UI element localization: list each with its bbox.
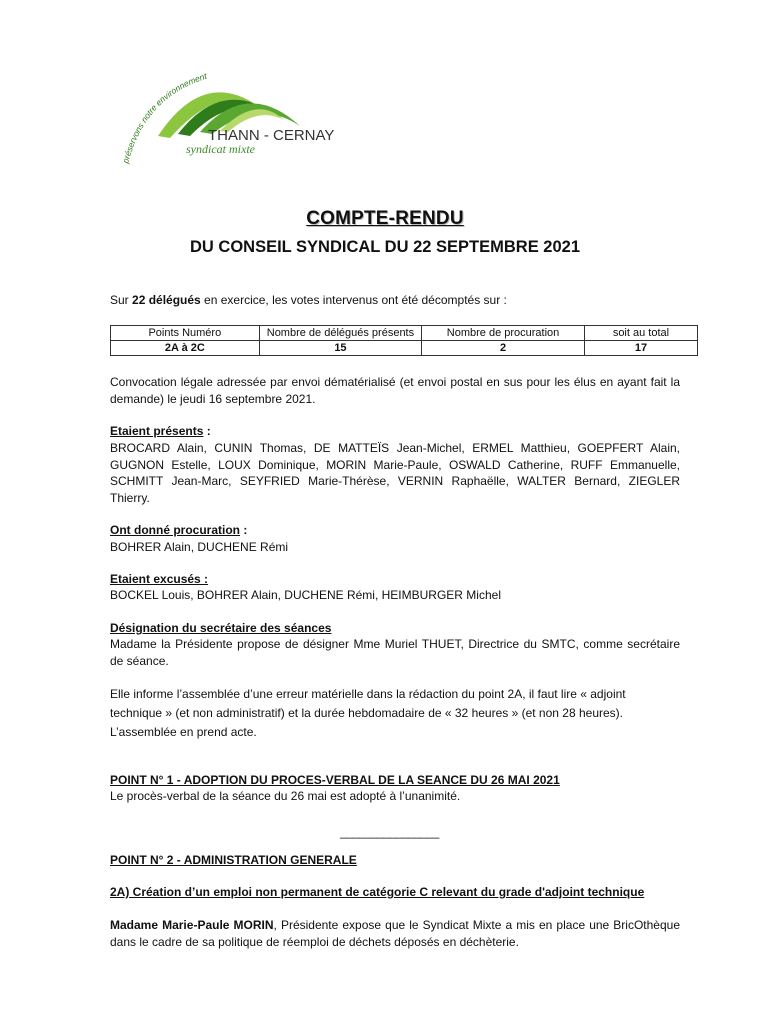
- procuration-colon: :: [240, 523, 248, 537]
- point2-heading: POINT N° 2 - ADMINISTRATION GENERALE: [110, 853, 357, 867]
- point2-lead-rest: , Présidente expose que le Syndicat Mixte a mis en place une BricOthèque dans le cadre de sa politique de réemploi de déchets déposés en déchèterie.: [110, 918, 680, 949]
- procuration-heading-line: [110, 522, 680, 539]
- table-row: [111, 341, 698, 356]
- thann-cernay-logo: [108, 56, 378, 176]
- point1-heading: POINT N° 1 - ADOPTION DU PROCES-VERBAL DE LA SEANCE DU 26 MAI 2021: [110, 773, 560, 787]
- logo-name: THANN - CERNAY: [208, 127, 335, 144]
- convocation-paragraph: Convocation légale adressée par envoi dématérialisé (et envoi postal en sus pour les élus en ayant fait la demande) le jeudi 16 septembre 2021.: [110, 375, 680, 406]
- cell-presents: 15: [259, 341, 422, 356]
- presents-colon: :: [203, 424, 211, 438]
- separator-line: ________________: [340, 825, 439, 839]
- document-subtitle: DU CONSEIL SYNDICAL DU 22 SEPTEMBRE 2021: [190, 238, 580, 256]
- erreur-line-1: Elle informe l’assemblée d’une erreur matérielle dans la rédaction du point 2A, il faut lire « adjoint: [110, 687, 626, 701]
- cell-total: 17: [584, 341, 697, 356]
- votes-table: [110, 325, 698, 356]
- col-header-points: Points Numéro: [111, 326, 260, 341]
- presents-heading-line: [110, 423, 680, 440]
- procuration-names: BOHRER Alain, DUCHENE Rémi: [110, 540, 289, 554]
- point2-lead-bold: Madame Marie-Paule MORIN: [110, 918, 274, 932]
- table-header-row: [111, 326, 698, 341]
- col-header-procuration: Nombre de procuration: [422, 326, 585, 341]
- presents-names: BROCARD Alain, CUNIN Thomas, DE MATTEÏS Jean-Michel, ERMEL Matthieu, GOEPFERT Alain, GUGNON Estelle, LOUX Dominique, MORIN Marie-Paule, OSWALD Catherine, RUFF Emmanuelle, SCHMITT Jean-Marc, SEYFRIED Marie-Thérèse, VERNIN Raphaëlle, WALTER Bernard, ZIEGLER Thierry.: [110, 441, 680, 505]
- intro-prefix: Sur: [110, 293, 133, 307]
- cell-procuration: 2: [422, 341, 585, 356]
- excuses-names: BOCKEL Louis, BOHRER Alain, DUCHENE Rémi, HEIMBURGER Michel: [110, 588, 501, 602]
- secretaire-heading: Désignation du secrétaire des séances: [110, 621, 332, 635]
- delegates-count: 22 délégués: [132, 293, 201, 307]
- cell-points: 2A à 2C: [111, 341, 260, 356]
- presents-heading: Etaient présents: [110, 424, 204, 438]
- secretaire-text: Madame la Présidente propose de désigner Mme Muriel THUET, Directrice du SMTC, comme secrétaire de séance.: [110, 637, 680, 668]
- document-title: COMPTE-RENDU: [306, 208, 464, 229]
- excuses-heading: Etaient excusés :: [110, 572, 209, 586]
- erreur-paragraph: [110, 685, 680, 742]
- erreur-line-2: technique » (et non administratif) et la durée hebdomadaire de « 32 heures » (et non 28 heures).: [110, 706, 623, 720]
- erreur-line-3: L’assemblée en prend acte.: [110, 725, 257, 739]
- intro-suffix: en exercice, les votes intervenus ont été décomptés sur :: [200, 293, 507, 307]
- col-header-total: soit au total: [584, 326, 697, 341]
- logo-subtitle: syndicat mixte: [186, 142, 255, 156]
- col-header-presents: Nombre de délégués présents: [259, 326, 422, 341]
- point2-paragraph: [110, 917, 680, 950]
- procuration-heading: Ont donné procuration: [110, 523, 240, 537]
- logo-arc-text: préservons notre environnement: [120, 70, 208, 165]
- point1-text: Le procès-verbal de la séance du 26 mai est adopté à l’unanimité.: [110, 789, 461, 803]
- point2-subheading: 2A) Création d’un emploi non permanent de catégorie C relevant du grade d'adjoint technique: [110, 885, 645, 899]
- intro-paragraph: [110, 292, 680, 309]
